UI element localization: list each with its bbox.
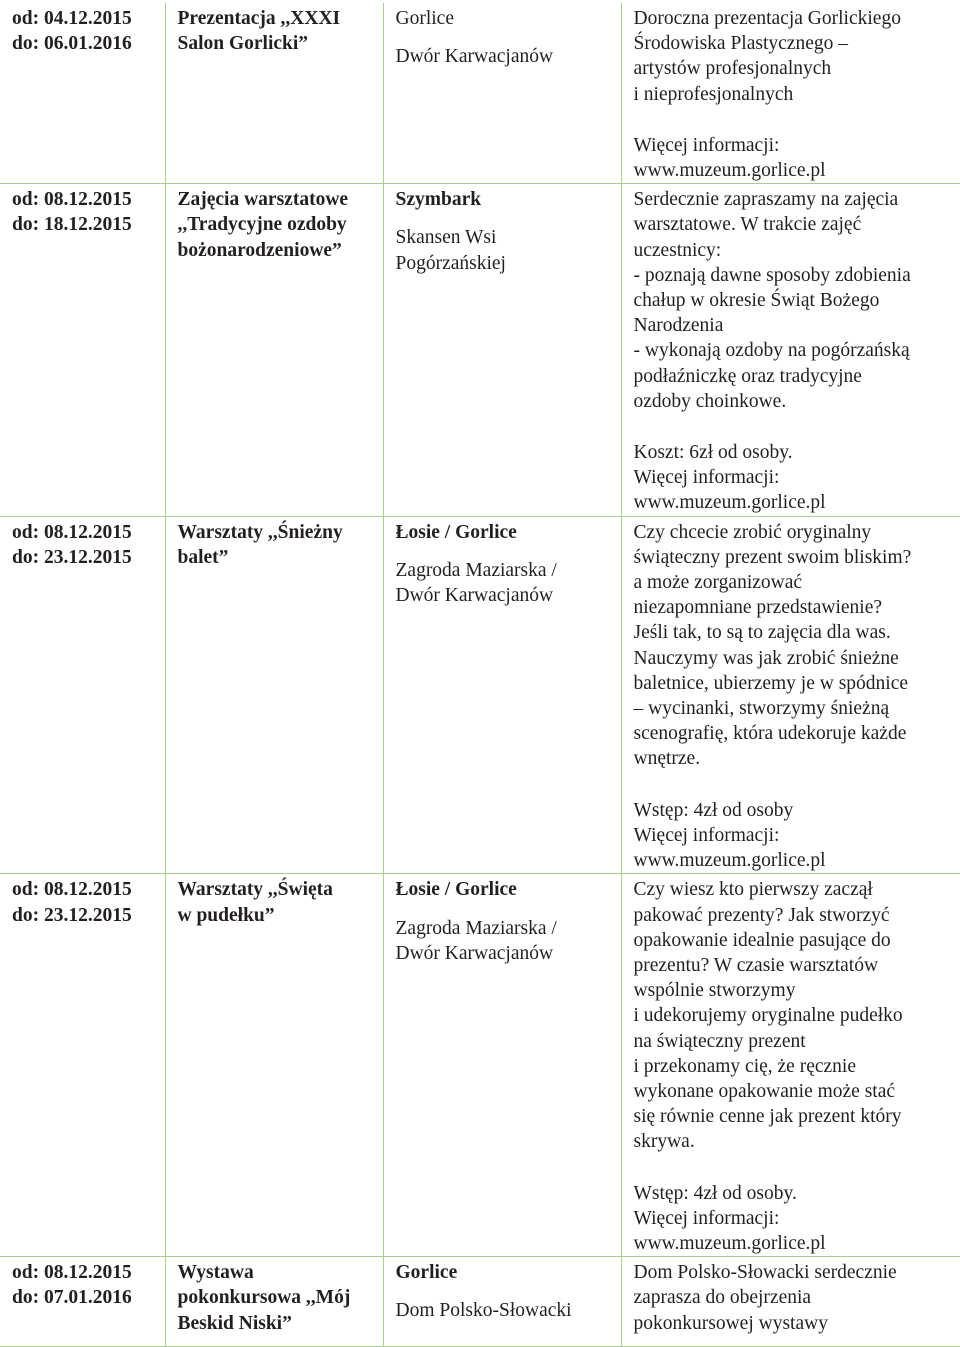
event-title-cell [165, 184, 383, 516]
events-table [0, 3, 960, 1347]
more-info-label: Więcej informacji: [634, 465, 960, 490]
event-title: Wystawa pokonkursowa ,,Mój Beskid Niski” [178, 1260, 383, 1336]
event-venue: Skansen Wsi Pogórzańskiej [396, 225, 621, 275]
event-dates-cell [0, 874, 165, 1257]
event-venue: Dom Polsko-Słowacki [396, 1298, 621, 1323]
event-title-cell [165, 3, 383, 184]
event-row [0, 3, 960, 184]
event-place-cell [383, 874, 621, 1257]
more-info-label: Więcej informacji: [634, 823, 960, 848]
event-cost: Wstęp: 4zł od osoby [634, 798, 960, 823]
event-place-cell [383, 516, 621, 874]
event-dates-cell [0, 3, 165, 184]
event-place-cell [383, 1257, 621, 1347]
event-description: Czy wiesz kto pierwszy zaczął pakować prezenty? Jak stworzyć opakowanie idealnie pasujące do prezentu? W czasie warsztatów wspólnie stworzymy i udekorujemy oryginalne pudełko na świąteczny prezent i przekonamy cię, że ręcznie wykonane opakowanie może stać się równie cenne jak prezent który skrywa. [634, 877, 960, 1154]
event-dates: od: 08.12.2015 do: 23.12.2015 [12, 520, 165, 570]
event-title: Warsztaty ,,Święta w pudełku” [178, 877, 383, 927]
more-info-link[interactable]: www.muzeum.gorlice.pl [634, 158, 960, 183]
more-info-label: Więcej informacji: [634, 1206, 960, 1231]
event-description-cell [621, 1257, 960, 1347]
event-dates-cell [0, 184, 165, 516]
more-info-label: Więcej informacji: [634, 133, 960, 158]
event-city: Łosie / Gorlice [396, 520, 621, 545]
event-description: Doroczna prezentacja Gorlickiego Środowiska Plastycznego – artystów profesjonalnych i nieprofesjonalnych [634, 6, 960, 107]
event-title-cell [165, 874, 383, 1257]
event-row [0, 184, 960, 516]
event-place-cell [383, 3, 621, 184]
event-dates: od: 04.12.2015 do: 06.01.2016 [12, 6, 165, 56]
more-info-link[interactable]: www.muzeum.gorlice.pl [634, 490, 960, 515]
event-place-cell [383, 184, 621, 516]
event-city: Gorlice [396, 1260, 621, 1285]
event-dates: od: 08.12.2015 do: 23.12.2015 [12, 877, 165, 927]
event-dates: od: 08.12.2015 do: 07.01.2016 [12, 1260, 165, 1310]
event-row [0, 874, 960, 1257]
event-title: Warsztaty ,,Śnieżny balet” [178, 520, 383, 570]
event-description-cell [621, 184, 960, 516]
event-description-cell [621, 516, 960, 874]
more-info-link[interactable]: www.muzeum.gorlice.pl [634, 1231, 960, 1256]
event-dates: od: 08.12.2015 do: 18.12.2015 [12, 187, 165, 237]
event-row [0, 1257, 960, 1347]
event-description: Dom Polsko-Słowacki serdecznie zaprasza do obejrzenia pokonkursowej wystawy [634, 1260, 960, 1336]
event-cost: Koszt: 6zł od osoby. [634, 440, 960, 465]
event-row [0, 516, 960, 874]
event-dates-cell [0, 516, 165, 874]
event-city: Łosie / Gorlice [396, 877, 621, 902]
event-venue: Zagroda Maziarska / Dwór Karwacjanów [396, 916, 621, 966]
event-description: Czy chcecie zrobić oryginalny świąteczny prezent swoim bliskim? a może zorganizować niezapomniane przedstawienie? Jeśli tak, to są to zajęcia dla was. Nauczymy was jak zrobić śnieżne baletnice, ubierzemy je w spódnice – wycinanki, stworzymy śnieżną scenografię, która udekoruje każde wnętrze. [634, 520, 960, 772]
event-cost: Wstęp: 4zł od osoby. [634, 1181, 960, 1206]
event-city: Gorlice [396, 6, 621, 31]
event-venue: Zagroda Maziarska / Dwór Karwacjanów [396, 558, 621, 608]
more-info-link[interactable]: www.muzeum.gorlice.pl [634, 848, 960, 873]
event-description-cell [621, 874, 960, 1257]
event-dates-cell [0, 1257, 165, 1347]
event-title: Zajęcia warsztatowe ,,Tradycyjne ozdoby bożonarodzeniowe” [178, 187, 383, 263]
event-venue: Dwór Karwacjanów [396, 44, 621, 69]
event-title: Prezentacja ,,XXXI Salon Gorlicki” [178, 6, 383, 56]
event-description: Serdecznie zapraszamy na zajęcia warsztatowe. W trakcie zajęć uczestnicy: - poznają dawne sposoby zdobienia chałup w okresie Świąt Bożego Narodzenia - wykonają ozdoby na pogórzańską podłaźniczkę oraz tradycyjne ozdoby choinkowe. [634, 187, 960, 414]
event-description-cell [621, 3, 960, 184]
event-city: Szymbark [396, 187, 621, 212]
event-title-cell [165, 516, 383, 874]
event-title-cell [165, 1257, 383, 1347]
